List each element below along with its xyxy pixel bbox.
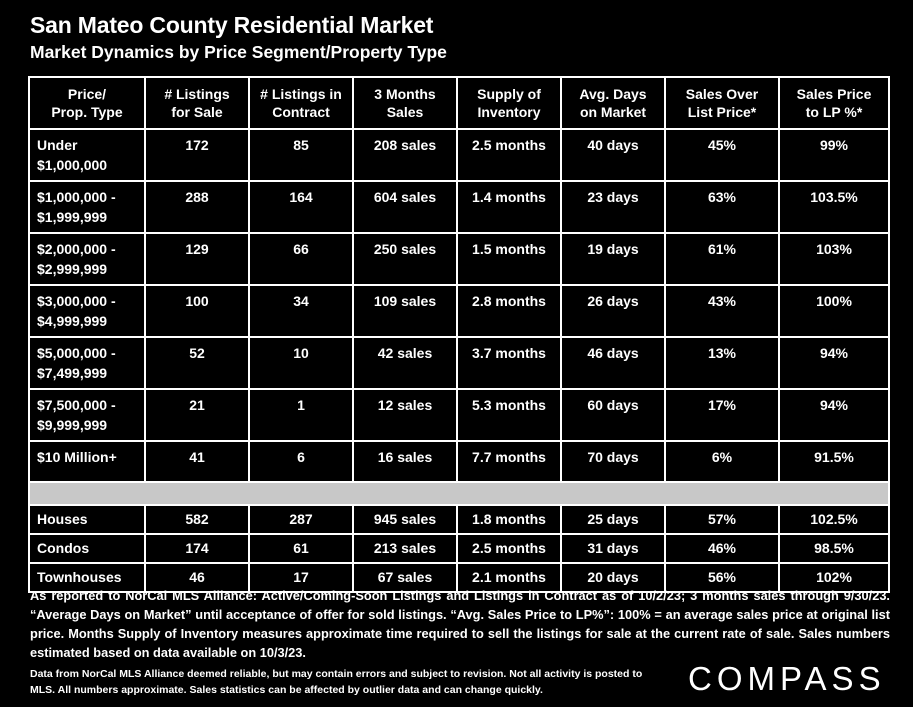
table-cell: 582 <box>145 505 249 534</box>
page-title: San Mateo County Residential Market <box>30 12 434 38</box>
table-cell: 208 sales <box>353 129 457 181</box>
table-cell: 288 <box>145 181 249 233</box>
table-cell: 6% <box>665 441 779 482</box>
table-cell: 16 sales <box>353 441 457 482</box>
row-label: $2,000,000 - $2,999,999 <box>29 233 145 285</box>
table-cell: 56% <box>665 563 779 592</box>
row-label: $1,000,000 - $1,999,999 <box>29 181 145 233</box>
table-cell: 2.1 months <box>457 563 561 592</box>
table-row <box>29 285 889 337</box>
table-cell: 164 <box>249 181 353 233</box>
table-cell: 17 <box>249 563 353 592</box>
table-cell: 40 days <box>561 129 665 181</box>
table-cell: 63% <box>665 181 779 233</box>
table-cell: 102% <box>779 563 889 592</box>
table-cell: 25 days <box>561 505 665 534</box>
table-cell: 61% <box>665 233 779 285</box>
table-cell: 2.5 months <box>457 534 561 563</box>
footnote-text: As reported to NorCal MLS Alliance: Active/Coming-Soon Listings and Listings in Contract as of 10/2/23; 3 months sales through 9/30/23. “Average Days on Market” until acceptance of offer for sold listings. “Avg. Sales Price to LP%”: 100% = an average sales price at original list price. Months Supply of Inventory measures approximate time required to sell the listings for sale at the current rate of sale. Sales numbers estimated based on data available on 10/3/23. <box>30 588 890 660</box>
table-cell: 7.7 months <box>457 441 561 482</box>
table-row <box>29 129 889 181</box>
table-cell: 66 <box>249 233 353 285</box>
table-header-row <box>29 77 889 129</box>
table-divider-row <box>29 482 889 505</box>
table-cell: 19 days <box>561 233 665 285</box>
col-header-over-list: Sales Over List Price* <box>665 77 779 129</box>
row-label: $10 Million+ <box>29 441 145 482</box>
table-cell: 100% <box>779 285 889 337</box>
table-cell: 103% <box>779 233 889 285</box>
row-label: Houses <box>29 505 145 534</box>
row-label: $5,000,000 - $7,499,999 <box>29 337 145 389</box>
divider-band <box>29 482 889 505</box>
table-cell: 20 days <box>561 563 665 592</box>
table-cell: 1.5 months <box>457 233 561 285</box>
col-header-listings: # Listings for Sale <box>145 77 249 129</box>
col-header-price-type: Price/ Prop. Type <box>29 77 145 129</box>
disclaimer-text: Data from NorCal MLS Alliance deemed reliable, but may contain errors and subject to revision. Not all activity is posted to MLS. All numbers approximate. Sales statistics can be affected by outlier data and can change quickly. <box>30 668 643 696</box>
table-cell: 91.5% <box>779 441 889 482</box>
col-header-sp-lp: Sales Price to LP %* <box>779 77 889 129</box>
table-cell: 100 <box>145 285 249 337</box>
table-cell: 287 <box>249 505 353 534</box>
table-cell: 1.4 months <box>457 181 561 233</box>
row-label: $3,000,000 - $4,999,999 <box>29 285 145 337</box>
table-row <box>29 233 889 285</box>
table-cell: 23 days <box>561 181 665 233</box>
table-cell: 67 sales <box>353 563 457 592</box>
table-cell: 70 days <box>561 441 665 482</box>
table-cell: 94% <box>779 337 889 389</box>
col-header-in-contract: # Listings in Contract <box>249 77 353 129</box>
market-table <box>28 76 890 593</box>
row-label: Under $1,000,000 <box>29 129 145 181</box>
table-cell: 60 days <box>561 389 665 441</box>
table-cell: 6 <box>249 441 353 482</box>
table-cell: 94% <box>779 389 889 441</box>
table-cell: 172 <box>145 129 249 181</box>
table-cell: 1.8 months <box>457 505 561 534</box>
table-row <box>29 534 889 563</box>
table-row <box>29 337 889 389</box>
table-cell: 12 sales <box>353 389 457 441</box>
table-cell: 2.8 months <box>457 285 561 337</box>
table-cell: 42 sales <box>353 337 457 389</box>
table-row <box>29 389 889 441</box>
table-cell: 13% <box>665 337 779 389</box>
table-cell: 43% <box>665 285 779 337</box>
table-cell: 46 <box>145 563 249 592</box>
table-cell: 52 <box>145 337 249 389</box>
table-cell: 61 <box>249 534 353 563</box>
table-row <box>29 441 889 482</box>
row-label: Townhouses <box>29 563 145 592</box>
col-header-days: Avg. Days on Market <box>561 77 665 129</box>
table-cell: 103.5% <box>779 181 889 233</box>
table-row <box>29 181 889 233</box>
table-cell: 174 <box>145 534 249 563</box>
table-cell: 3.7 months <box>457 337 561 389</box>
table-cell: 41 <box>145 441 249 482</box>
table-cell: 99% <box>779 129 889 181</box>
table-cell: 250 sales <box>353 233 457 285</box>
table-cell: 109 sales <box>353 285 457 337</box>
table-cell: 57% <box>665 505 779 534</box>
table-cell: 129 <box>145 233 249 285</box>
table-cell: 31 days <box>561 534 665 563</box>
compass-logo: COMPASS <box>688 660 886 697</box>
table-cell: 46 days <box>561 337 665 389</box>
table-cell: 17% <box>665 389 779 441</box>
table-cell: 46% <box>665 534 779 563</box>
table-cell: 21 <box>145 389 249 441</box>
row-label: Condos <box>29 534 145 563</box>
table-cell: 85 <box>249 129 353 181</box>
table-cell: 98.5% <box>779 534 889 563</box>
table-cell: 604 sales <box>353 181 457 233</box>
table-cell: 102.5% <box>779 505 889 534</box>
page-subtitle: Market Dynamics by Price Segment/Property Type <box>30 42 447 62</box>
table-cell: 5.3 months <box>457 389 561 441</box>
col-header-sales: 3 Months Sales <box>353 77 457 129</box>
table-cell: 2.5 months <box>457 129 561 181</box>
table-cell: 10 <box>249 337 353 389</box>
table-cell: 45% <box>665 129 779 181</box>
col-header-supply: Supply of Inventory <box>457 77 561 129</box>
table-cell: 26 days <box>561 285 665 337</box>
table-cell: 34 <box>249 285 353 337</box>
table-row <box>29 505 889 534</box>
row-label: $7,500,000 - $9,999,999 <box>29 389 145 441</box>
table-cell: 945 sales <box>353 505 457 534</box>
table-cell: 213 sales <box>353 534 457 563</box>
table-cell: 1 <box>249 389 353 441</box>
